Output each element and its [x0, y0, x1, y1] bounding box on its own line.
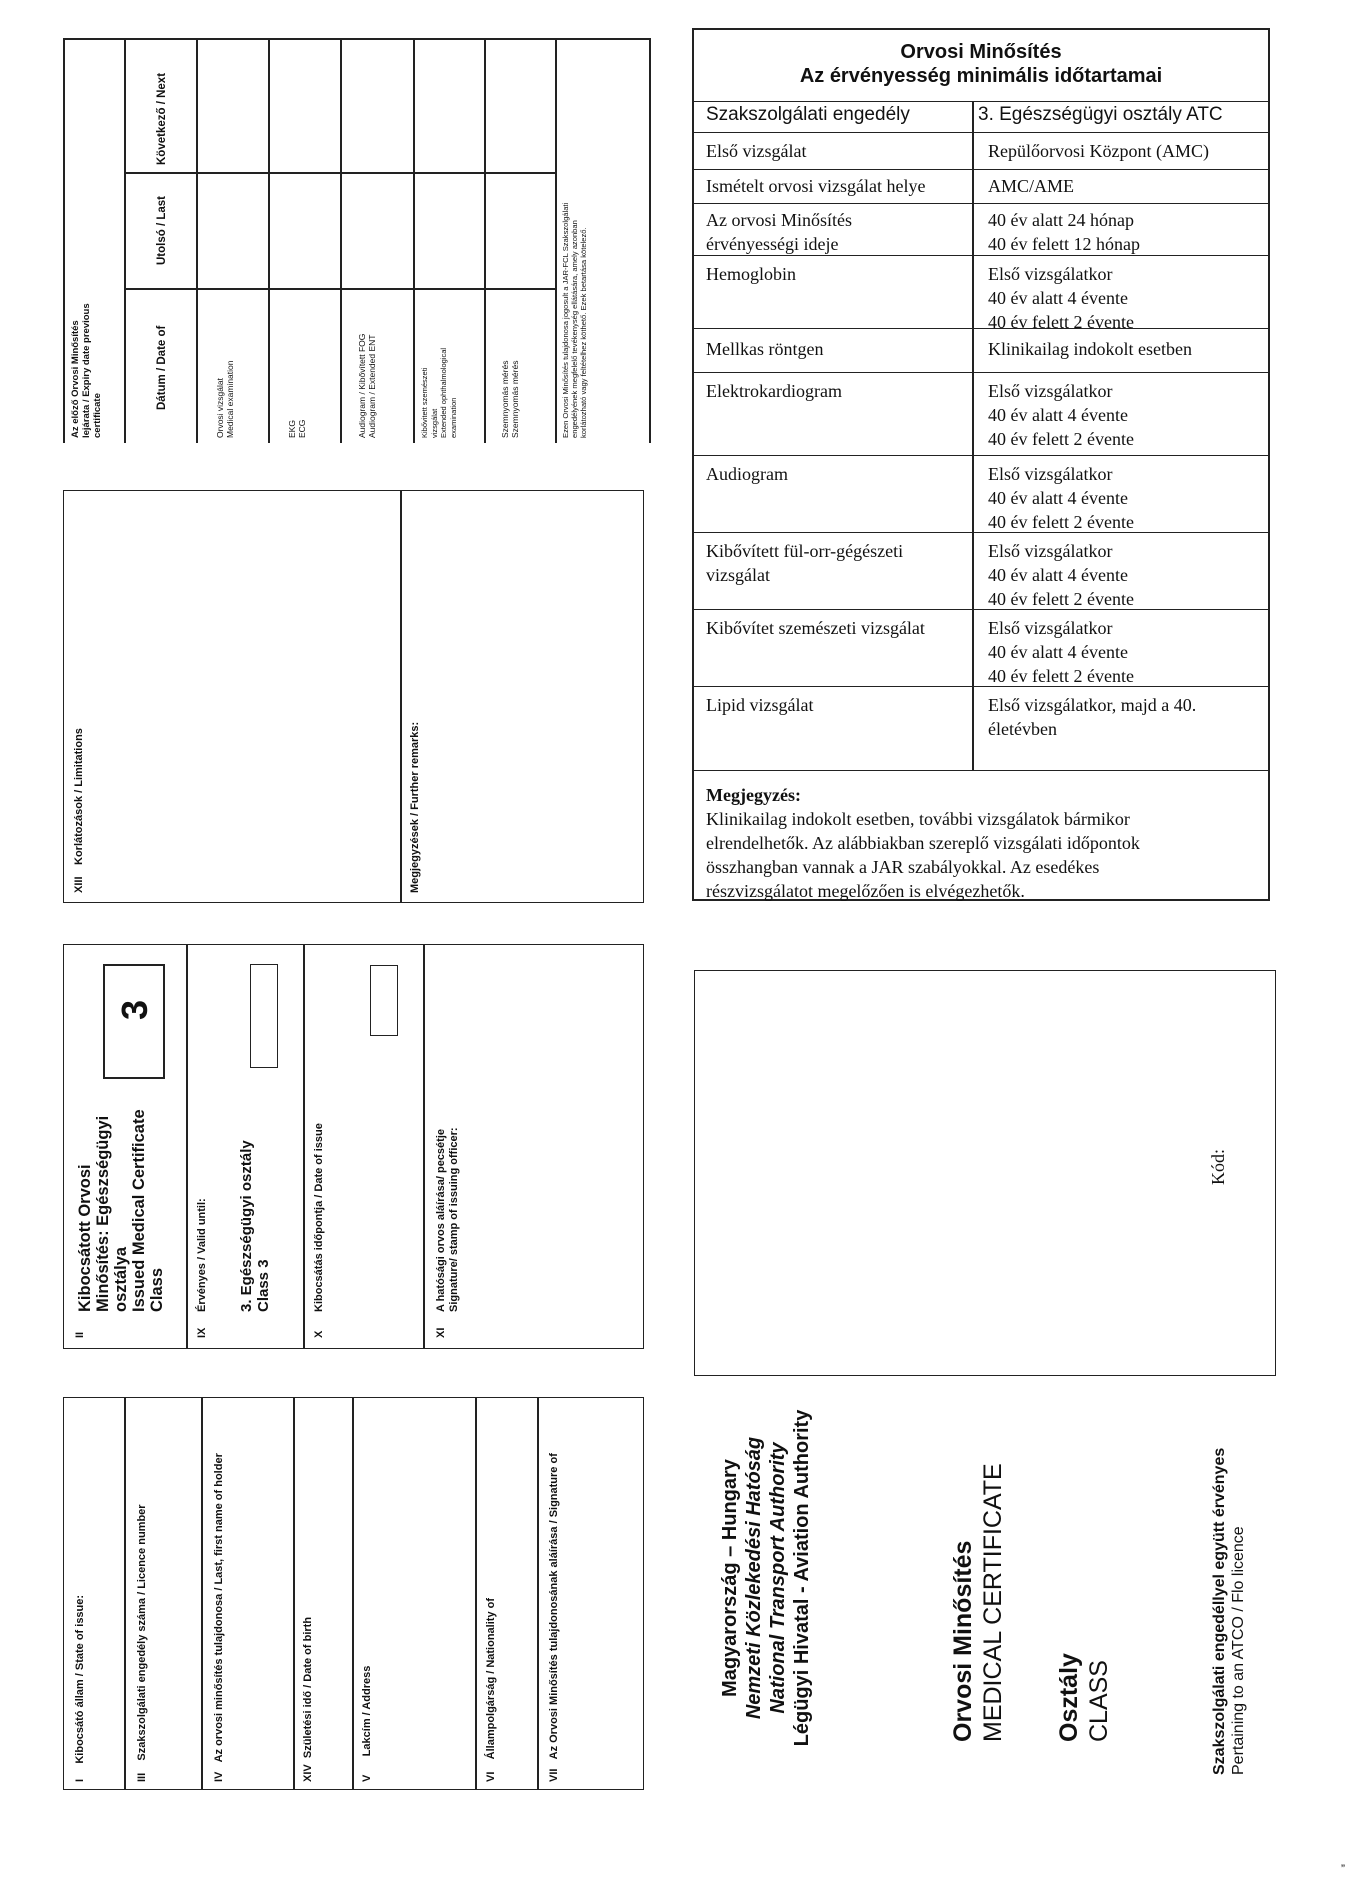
exam-row-divider [104, 38, 106, 40]
exam-col-divider [340, 38, 342, 443]
issuing-officer-signature-label: A hatósági orvos aláírása/ pecsétje Signature/ stamp of issuing officer: [435, 1127, 460, 1312]
field-divider [124, 1397, 126, 1790]
section-ii-number: II [74, 1331, 86, 1338]
validity-row: Elektrokardiogram Első vizsgálatkor 40 év alatt 4 évente 40 év felett 2 évente [694, 372, 1268, 455]
validity-row: Első vizsgálat Repülőorvosi Központ (AMC) [694, 132, 1268, 169]
col-date-header: Dátum / Date of [156, 325, 168, 410]
section-x-number: X [313, 1330, 325, 1338]
validity-table-title: Orvosi Minősítés Az érvényesség minimális időtartamai [799, 41, 1163, 87]
header-licence: Szakszolgálati engedély [706, 104, 910, 125]
col-next-header: Következő / Next [156, 72, 168, 165]
issued-class-heading: Kibocsátott Orvosi Minősítés: Egészségügyi osztálya Issued Medical Certificate Class [76, 1109, 166, 1312]
limitations-divider [400, 490, 402, 903]
validity-row: Kibővítet szemészeti vizsgálat Első vizsgálatkor 40 év alatt 4 évente 40 év felett 2 évente [694, 609, 1268, 686]
validity-header-row [694, 101, 1268, 132]
validity-row: Lipid vizsgálat Első vizsgálatkor, majd a 40. életévben [694, 686, 1268, 770]
valid-until-date-box[interactable] [250, 964, 278, 1068]
section-divider [423, 944, 425, 1349]
exam-row-eye-pressure: Szemnyomás mérés Szemnyomás mérés [500, 360, 520, 438]
limitations-label: Korlátozások / Limitations [73, 728, 85, 865]
validity-row: Kibővített fül-orr-gégészeti vizsgálat Első vizsgálatkor 40 év alatt 4 évente 40 év felett 2 évente [694, 532, 1268, 609]
corner-mark: ” [1341, 1862, 1345, 1876]
authority-block: Magyarország – Hungary Nemzeti Közlekedési Hatóság National Transport Authority Légügyi Hivatal - Aviation Authority [719, 1409, 813, 1747]
code-label: Kód: [1208, 1149, 1228, 1185]
limitations-panel [63, 490, 644, 903]
exam-row-divider [124, 172, 555, 174]
exam-col-divider [555, 38, 557, 443]
expiry-previous-header: Az előző Orvosi Minősítés lejárata / Expiry date previous certificate [70, 303, 103, 438]
field-nationality: VI Állampolgárság / Nationality of [485, 1598, 497, 1782]
exam-panel-top-border [63, 38, 649, 40]
exam-col-divider [268, 38, 270, 443]
validity-row: Mellkas röntgen Klinikailag indokolt esetben [694, 328, 1268, 372]
class-number: 3 [114, 999, 155, 1021]
exam-row-audiogram: Audiogram / Kibővített FOG Audiogram / Extended ENT [357, 333, 377, 438]
exam-panel-left-border [63, 38, 65, 443]
field-holder-name: IV Az orvosi minősítés tulajdonosa / Last, first name of holder [213, 1453, 225, 1782]
section-xi-number: XI [435, 1327, 447, 1338]
exam-row-medical: Orvosi vizsgálat Medical examination [215, 360, 235, 438]
class-title: Osztály CLASS [1055, 1653, 1113, 1742]
date-of-issue-label: Kibocsátás időpontja / Date of issue [313, 1123, 325, 1312]
further-remarks-label: Megjegyzések / Further remarks: [409, 721, 421, 893]
field-divider [293, 1397, 295, 1790]
validity-table [692, 28, 1270, 901]
exam-col-divider [413, 38, 415, 443]
section-divider [303, 944, 305, 1349]
exam-col-divider [124, 38, 126, 443]
section-ix-number: IX [196, 1327, 208, 1338]
exam-panel-right-border [649, 38, 651, 443]
exam-row-ecg: EKG ECG [287, 419, 307, 438]
exam-col-divider [196, 38, 198, 443]
field-holder-signature: VII Az Orvosi Minősítés tulajdonosának aláírása / Signature of [548, 1453, 560, 1782]
code-box [694, 970, 1276, 1376]
licence-pertaining-footer: Szakszolgálati engedéllyel együtt érvényes Pertaining to an ATCO / Flo licence [1211, 1447, 1247, 1775]
exam-footnote: Ezen Orvosi Minősítés tulajdonosa jogosult a JAR-FCL Szakszolgálati engedélyének megfelelő tevékenység ellátására, amely azonban korlátozható vagy feltételhez köthető. Ezek betartása kötelező. [561, 202, 589, 438]
field-date-of-birth: XIV Születési idő / Date of birth [302, 1616, 314, 1782]
validity-row: Az orvosi Minősítés érvényességi ideje 40 év alatt 24 hónap 40 év felett 12 hónap [694, 203, 1268, 255]
class-3-label: 3. Egészségügyi osztály Class 3 [238, 1140, 272, 1312]
header-class3-atc: 3. Egészségügyi osztály ATC [978, 104, 1223, 125]
col-last-header: Utolsó / Last [156, 195, 168, 265]
section-xiii-number: XIII [73, 876, 85, 893]
validity-row: Hemoglobin Első vizsgálatkor 40 év alatt 4 évente 40 év felett 2 évente [694, 255, 1268, 328]
exam-row-ophthalmology: Kibővitett szemészeti vizsgálat Extended ophthalmological examination [420, 347, 458, 438]
field-state-of-issue: I Kibocsátó állam / State of issue: [74, 1594, 86, 1782]
field-divider [475, 1397, 477, 1790]
validity-row: Ismételt orvosi vizsgálat helye AMC/AME [694, 169, 1268, 203]
field-divider [537, 1397, 539, 1790]
validity-row: Audiogram Első vizsgálatkor 40 év alatt 4 évente 40 év felett 2 évente [694, 455, 1268, 532]
date-of-issue-box[interactable] [370, 965, 398, 1036]
validity-note: Megjegyzés: Klinikailag indokolt esetben, további vizsgálatok bármikor elrendelhetők. Az alábbiakban szereplő vizsgálati időpontok összhangban vannak a JAR szabályokkal. Az esedékes részvizsgálatot megelőzően is elvégezhetők. [694, 770, 1268, 901]
exam-col-divider [484, 38, 486, 443]
field-divider [201, 1397, 203, 1790]
medical-certificate-title: Orvosi Minősítés MEDICAL CERTIFICATE [949, 1463, 1007, 1742]
section-divider [186, 944, 188, 1349]
field-address: V Lakcím / Address [361, 1665, 373, 1782]
valid-until-label: Érvényes / Valid until: [196, 1198, 208, 1312]
exam-row-divider [124, 288, 555, 290]
field-licence-number: III Szakszolgálati engedély száma / Licence number [136, 1504, 148, 1782]
field-divider [352, 1397, 354, 1790]
